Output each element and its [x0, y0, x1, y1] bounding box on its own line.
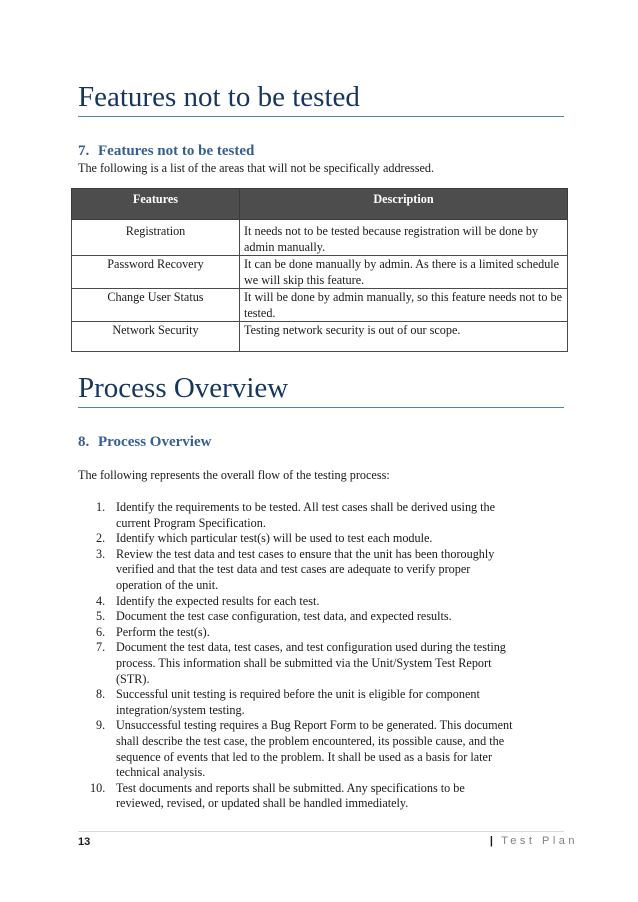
process-steps-list	[78, 500, 562, 812]
list-item	[78, 609, 562, 625]
features-column-header: Features	[72, 189, 240, 220]
step-number: 6.	[96, 624, 106, 639]
step-line: verified and that the test data and test cases are adequate to verify proper	[116, 562, 471, 577]
description-cell: It will be done by admin manually, so this feature needs not to be tested.	[240, 289, 568, 322]
features-section-heading: Features not to be tested	[78, 80, 564, 117]
step-number: 8.	[96, 687, 106, 702]
list-item	[78, 531, 562, 547]
step-line: Review the test data and test cases to ensure that the unit has been thoroughly	[116, 546, 495, 561]
footer-separator: |	[489, 835, 495, 847]
description-cell: Testing network security is out of our scope.	[240, 322, 568, 352]
list-item	[78, 500, 562, 531]
table-row	[72, 220, 568, 256]
features-intro: The following is a list of the areas that will not be specifically addressed.	[78, 161, 435, 175]
step-number: 4.	[96, 593, 106, 608]
list-item	[78, 625, 562, 641]
step-line: technical analysis.	[116, 765, 206, 780]
list-item	[78, 640, 562, 687]
step-number: 7.	[96, 640, 106, 655]
step-line: Unsuccessful testing requires a Bug Report Form to be generated. This document	[116, 718, 513, 733]
description-column-header: Description	[240, 189, 568, 220]
features-subheading	[78, 142, 254, 160]
footer-divider	[78, 831, 564, 832]
features-subheading-text: Features not to be tested	[98, 143, 255, 159]
step-line: integration/system testing.	[116, 702, 245, 717]
list-item	[78, 687, 562, 718]
features-subheading-number: 7.	[78, 143, 90, 159]
process-subheading	[78, 433, 211, 451]
table-row	[72, 289, 568, 322]
list-item	[78, 781, 562, 812]
feature-cell: Network Security	[72, 322, 240, 352]
step-line: Successful unit testing is required before the unit is eligible for component	[116, 687, 480, 702]
list-item	[78, 594, 562, 610]
footer-title-text: Test Plan	[501, 835, 578, 847]
feature-cell: Change User Status	[72, 289, 240, 322]
step-line: Document the test case configuration, test data, and expected results.	[116, 609, 452, 624]
features-table	[71, 188, 568, 352]
process-section-heading: Process Overview	[78, 371, 564, 408]
step-number: 3.	[96, 546, 106, 561]
footer-document-title	[490, 835, 578, 847]
step-line: Identify the requirements to be tested. All test cases shall be derived using the	[116, 500, 496, 514]
list-item	[78, 718, 562, 780]
page-number: 13	[78, 836, 91, 848]
process-subheading-text: Process Overview	[98, 434, 212, 450]
step-line: shall describe the test case, the problem encountered, its possible cause, and the	[116, 733, 505, 748]
step-line: Perform the test(s).	[116, 624, 210, 639]
feature-cell: Registration	[72, 220, 240, 256]
step-number: 10.	[90, 780, 106, 795]
step-line: Identify the expected results for each test.	[116, 593, 320, 608]
step-line: (STR).	[116, 671, 150, 686]
step-number: 9.	[96, 718, 106, 733]
step-number: 1.	[96, 500, 106, 514]
step-line: sequence of events that led to the problem. It shall be used as a basis for later	[116, 749, 492, 764]
process-subheading-number: 8.	[78, 434, 90, 450]
step-line: Test documents and reports shall be submitted. Any specifications to be	[116, 780, 465, 795]
table-row	[72, 322, 568, 352]
feature-cell: Password Recovery	[72, 256, 240, 289]
table-row	[72, 256, 568, 289]
step-number: 2.	[96, 531, 106, 546]
list-item	[78, 547, 562, 594]
step-line: current Program Specification.	[116, 515, 266, 530]
process-intro: The following represents the overall flow of the testing process:	[78, 468, 390, 482]
step-line: operation of the unit.	[116, 577, 219, 592]
features-table-header-row	[72, 189, 568, 220]
step-line: reviewed, revised, or updated shall be handled immediately.	[116, 796, 409, 811]
step-number: 5.	[96, 609, 106, 624]
step-line: Document the test data, test cases, and test configuration used during the testing	[116, 640, 506, 655]
step-line: Identify which particular test(s) will be used to test each module.	[116, 531, 433, 546]
description-cell: It can be done manually by admin. As there is a limited schedule we will skip this feature.	[240, 256, 568, 289]
step-line: process. This information shall be submitted via the Unit/System Test Report	[116, 655, 492, 670]
description-cell: It needs not to be tested because registration will be done by admin manually.	[240, 220, 568, 256]
